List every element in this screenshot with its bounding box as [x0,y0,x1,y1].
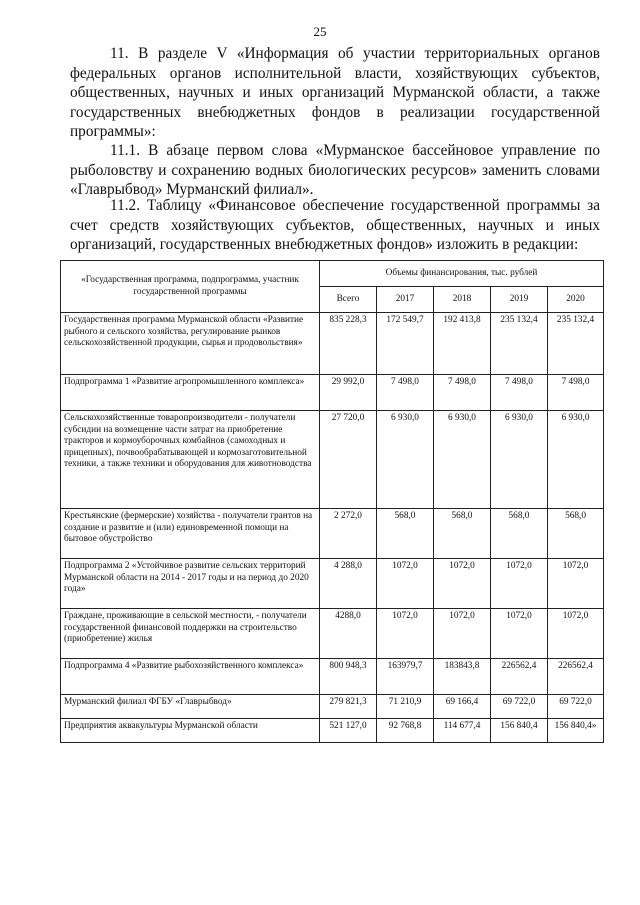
cell-2017: 1072,0 [377,609,434,659]
cell-2017: 7 498,0 [377,375,434,411]
cell-2018: 114 677,4 [434,719,491,743]
row-name: Государственная программа Мурманской области «Развитие рыбного и сельского хозяйства, регулирование рынков сельскохозяйственной продукции, сырья и продовольствия» [61,313,320,375]
table-row [61,411,604,509]
cell-2020: 7 498,0 [548,375,604,411]
cell-total: 4288,0 [320,609,377,659]
cell-2018: 568,0 [434,509,491,559]
row-name: Граждане, проживающие в сельской местности, - получатели государственной финансовой поддержки на строительство (приобретение) жилья [61,609,320,659]
cell-2019: 1072,0 [491,609,548,659]
header-col-2018: 2018 [434,287,491,313]
cell-2019: 69 722,0 [491,695,548,719]
cell-2020: 69 722,0 [548,695,604,719]
table-row [61,609,604,659]
cell-2018: 6 930,0 [434,411,491,509]
cell-2018: 69 166,4 [434,695,491,719]
row-name: Мурманский филиал ФГБУ «Главрыбвод» [61,695,320,719]
cell-2018: 1072,0 [434,609,491,659]
cell-total: 29 992,0 [320,375,377,411]
paragraph-11-1: 11.1. В абзаце первом слова «Мурманское бассейновое управление по рыболовству и сохранению водных биологических ресурсов» заменить словами «Главрыбвод» Мурманский филиал». [70,142,600,198]
header-col-total: Всего [320,287,377,313]
table-row [61,659,604,695]
cell-2017: 172 549,7 [377,313,434,375]
row-name: Крестьянские (фермерские) хозяйства - получатели грантов на создание и развитие и (или) единовременной помощи на бытовое обустройство [61,509,320,559]
page-number: 25 [313,24,327,39]
cell-2019: 7 498,0 [491,375,548,411]
cell-2018: 192 413,8 [434,313,491,375]
cell-total: 800 948,3 [320,659,377,695]
header-volume: Объемы финансирования, тыс. рублей [320,261,604,287]
row-name: Сельскохозяйственные товаропроизводители - получатели субсидии на возмещение части затрат на приобретение тракторов и кормоуборочных комбайнов (самоходных и прицепных), почвообрабатывающей и кормозаготовительной техники, а также техники и оборудования для животноводства [61,411,320,509]
table-row [61,375,604,411]
row-name: Предприятия аквакультуры Мурманской области [61,719,320,743]
row-name: Подпрограмма 4 «Развитие рыбохозяйственного комплекса» [61,659,320,695]
cell-2020: 6 930,0 [548,411,604,509]
cell-total: 2 272,0 [320,509,377,559]
cell-2017: 71 210,9 [377,695,434,719]
cell-2017: 92 768,8 [377,719,434,743]
cell-2019: 226562,4 [491,659,548,695]
cell-2019: 568,0 [491,509,548,559]
cell-total: 279 821,3 [320,695,377,719]
cell-2019: 1072,0 [491,559,548,609]
cell-total: 521 127,0 [320,719,377,743]
cell-2020: 235 132,4 [548,313,604,375]
cell-2019: 156 840,4 [491,719,548,743]
cell-2019: 235 132,4 [491,313,548,375]
cell-2017: 1072,0 [377,559,434,609]
header-program: «Государственная программа, подпрограмма, участник государственной программы [61,261,320,313]
cell-2017: 568,0 [377,509,434,559]
row-name: Подпрограмма 2 «Устойчивое развитие сельских территорий Мурманской области на 2014 - 2017 годы и на период до 2020 года» [61,559,320,609]
cell-2020: 1072,0 [548,609,604,659]
cell-2020: 226562,4 [548,659,604,695]
cell-total: 27 720,0 [320,411,377,509]
cell-2017: 163979,7 [377,659,434,695]
table-row [61,719,604,743]
paragraph-section-v: 11. В разделе V «Информация об участии территориальных органов федеральных органов исполнительной власти, хозяйствующих субъектов, общественных, научных и иных организаций Мурманской области, а также государственных внебюджетных фондов в реализации государственной программы»: [70,45,600,140]
cell-2017: 6 930,0 [377,411,434,509]
table-row [61,509,604,559]
table-row [61,559,604,609]
cell-2020: 156 840,4» [548,719,604,743]
cell-2020: 1072,0 [548,559,604,609]
row-name: Подпрограмма 1 «Развитие агропромышленного комплекса» [61,375,320,411]
header-col-2017: 2017 [377,287,434,313]
table-row [61,695,604,719]
cell-2020: 568,0 [548,509,604,559]
cell-total: 4 288,0 [320,559,377,609]
cell-2018: 7 498,0 [434,375,491,411]
header-col-2020: 2020 [548,287,604,313]
table-row [61,313,604,375]
cell-2018: 1072,0 [434,559,491,609]
cell-total: 835 228,3 [320,313,377,375]
cell-2019: 6 930,0 [491,411,548,509]
header-col-2019: 2019 [491,287,548,313]
paragraph-11-2: 11.2. Таблицу «Финансовое обеспечение государственной программы за счет средств хозяйствующих субъектов, общественных, научных и иных организаций, государственных внебюджетных фондов» изложить в редакции: [70,197,600,253]
cell-2018: 183843,8 [434,659,491,695]
financing-table [60,260,604,743]
